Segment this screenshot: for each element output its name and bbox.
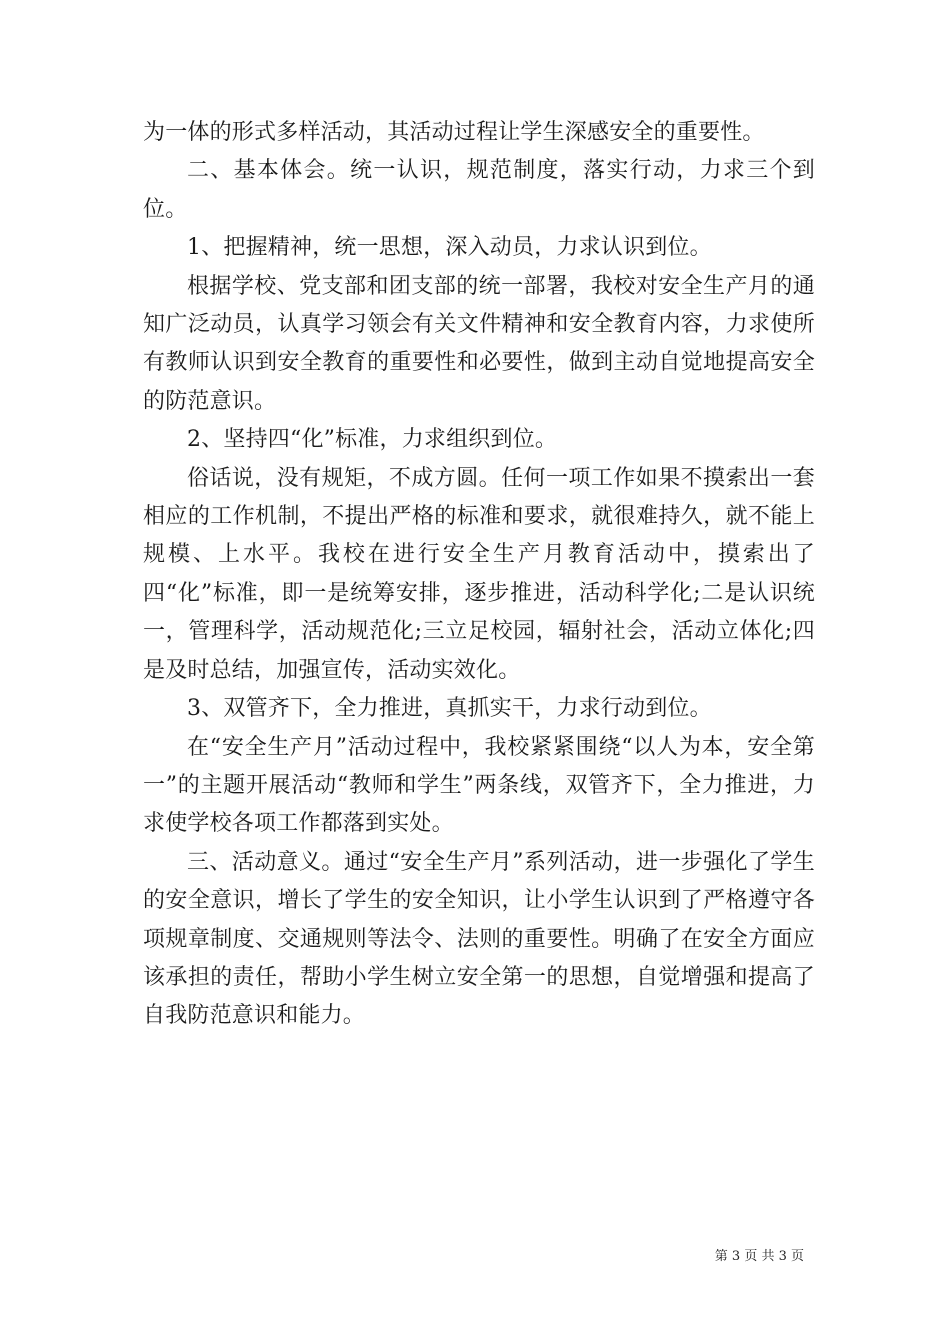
paragraph-continuation: 为一体的形式多样活动，其活动过程让学生深感安全的重要性。 xyxy=(143,120,765,145)
paragraph-mobilization: 根据学校、党支部和团支部的统一部署，我校对安全生产月的通知广泛动员，认真学习领会有关文件精神和安全教育内容，力求使所有教师认识到安全教育的重要性和必要性，做到主动自觉地提高安全的防范意识。 xyxy=(143,273,815,414)
paragraph-dual-approach: 在“安全生产月”活动过程中，我校紧紧围绕“以人为本，安全第一”的主题开展活动“教师和学生”两条线，双管齐下，全力推进，力求使学校各项工作都落到实处。 xyxy=(143,734,815,837)
paragraph-four-standards: 俗话说，没有规矩，不成方圆。任何一项工作如果不摸索出一套相应的工作机制，不提出严格的标准和要求，就很难持久，就不能上规模、上水平。我校在进行安全生产月教育活动中，摸索出了四“化”标准，即一是统筹安排，逐步推进，活动科学化;二是认识统一，管理科学，活动规范化;三立足校园，辐射社会，活动立体化;四是及时总结，加强宣传，活动实效化。 xyxy=(143,465,815,683)
document-body xyxy=(143,114,815,1036)
subheading-four-standards: 2、坚持四“化”标准，力求组织到位。 xyxy=(187,427,558,453)
subheading-dual-approach: 3、双管齐下，全力推进，真抓实干，力求行动到位。 xyxy=(187,696,712,722)
section-heading-basic-experience: 二、基本体会。统一认识，规范制度，落实行动，力求三个到位。 xyxy=(143,158,815,222)
subheading-grasp-spirit: 1、把握精神，统一思想，深入动员，力求认识到位。 xyxy=(187,235,712,261)
page-number-footer: 第 3 页 共 3 页 xyxy=(714,1249,804,1264)
section-heading-significance: 三、活动意义。通过“安全生产月”系列活动，进一步强化了学生的安全意识，增长了学生的安全知识，让小学生认识到了严格遵守各项规章制度、交通规则等法令、法则的重要性。明确了在安全方面应该承担的责任，帮助小学生树立安全第一的思想，自觉增强和提高了自我防范意识和能力。 xyxy=(143,849,815,1029)
